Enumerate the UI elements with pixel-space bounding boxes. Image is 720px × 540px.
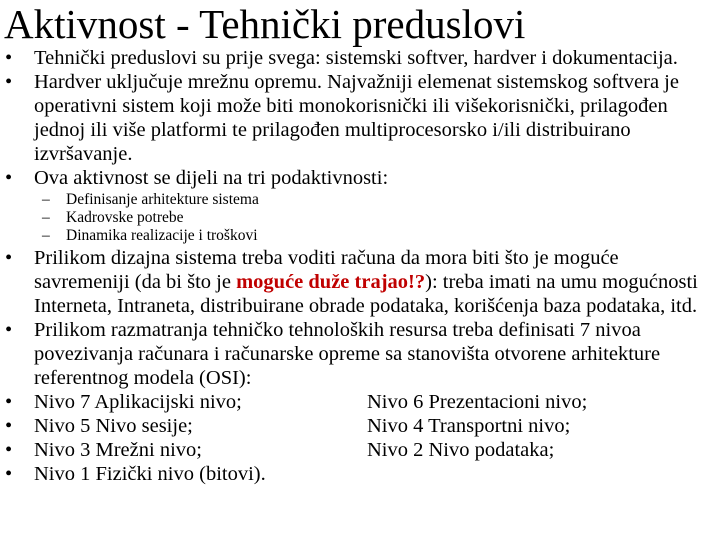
bullet-text-part: Prilikom dizajna sistema treba voditi računa da mora biti što je moguće savremeniji (da bi što je xyxy=(34,247,619,293)
bullet-item xyxy=(0,46,716,70)
osi-level: Nivo 5 Nivo sesije; xyxy=(34,415,193,437)
osi-level-row xyxy=(0,414,716,438)
bullet-marker: • xyxy=(5,415,13,437)
bullet-marker: • xyxy=(5,167,13,189)
sub-item xyxy=(0,191,716,209)
bullet-marker: • xyxy=(5,71,13,93)
bullet-text: Ova aktivnost se dijeli na tri podaktivnosti: xyxy=(34,167,389,189)
bullet-marker: • xyxy=(5,319,13,341)
sub-item-text: Definisanje arhitekture sistema xyxy=(66,191,259,208)
bullet-marker: • xyxy=(5,439,13,461)
slide-title: Aktivnost - Tehnički preduslovi xyxy=(4,1,526,47)
osi-level: Nivo 6 Prezentacioni nivo; xyxy=(367,391,588,413)
bullet-text: Tehnički preduslovi su prije svega: sistemski softver, hardver i dokumentacija. xyxy=(34,47,678,69)
bullet-text: Prilikom razmatranja tehničko tehnoloških resursa treba definisati 7 nivoa povezivanja računara i računarske opreme sa stanovišta otvorene arhitekture referentnog modela (OSI): xyxy=(34,319,661,389)
osi-level: Nivo 7 Aplikacijski nivo; xyxy=(34,391,242,413)
osi-level: Nivo 2 Nivo podataka; xyxy=(367,439,555,461)
bullet-item xyxy=(0,166,716,190)
bullet-marker: • xyxy=(5,463,13,485)
dash-marker: – xyxy=(42,227,50,244)
bullet-marker: • xyxy=(5,47,13,69)
bullet-marker: • xyxy=(5,247,13,269)
bullet-item xyxy=(0,246,716,318)
osi-level: Nivo 4 Transportni nivo; xyxy=(367,415,571,437)
osi-level-row xyxy=(0,462,716,486)
bullet-item xyxy=(0,318,716,390)
osi-level-row xyxy=(0,438,716,462)
dash-marker: – xyxy=(42,209,50,226)
bullet-marker: • xyxy=(5,391,13,413)
sub-item-text: Dinamika realizacije i troškovi xyxy=(66,227,258,244)
sub-list xyxy=(0,191,716,245)
osi-level-row xyxy=(0,390,716,414)
bullet-text-part: ): treba imati na umu mogućnosti Interneta, Intraneta, distribuirane obrade podataka, korišćenja baza podataka, itd. xyxy=(34,271,698,317)
bullet-text: Hardver uključuje mrežnu opremu. Najvažniji elemenat sistemskog softvera je operativni sistem koji može biti monokorisnički ili višekorisnički, prilagođen jednoj ili više platformi te prilagođen multiprocesorsko i/ili distribuirano izvršavanje. xyxy=(34,71,679,165)
bullet-item xyxy=(0,70,716,166)
bullet-text xyxy=(34,247,698,317)
slide-content xyxy=(0,46,716,486)
dash-marker: – xyxy=(42,191,50,208)
osi-level: Nivo 1 Fizički nivo (bitovi). xyxy=(34,463,266,485)
sub-item-text: Kadrovske potrebe xyxy=(66,209,184,226)
osi-level: Nivo 3 Mrežni nivo; xyxy=(34,439,202,461)
sub-item xyxy=(0,209,716,227)
emphasis-text: moguće duže trajao!? xyxy=(236,271,426,293)
sub-item xyxy=(0,227,716,245)
